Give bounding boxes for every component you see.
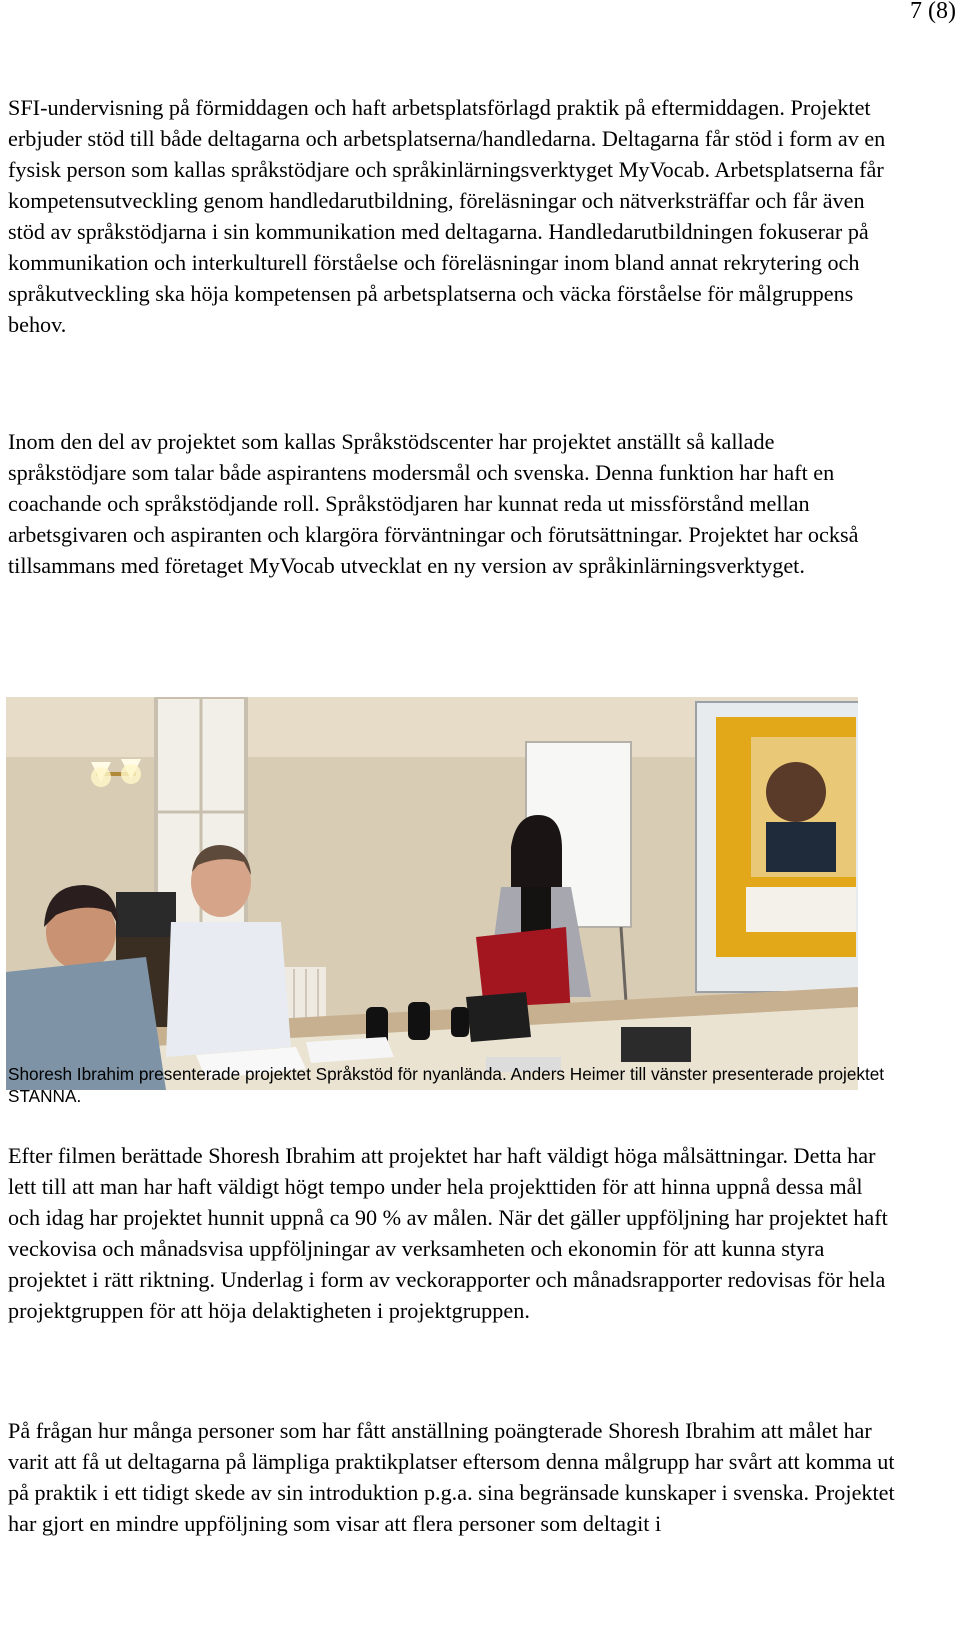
- body-paragraph-1: SFI-undervisning på förmiddagen och haft arbetsplatsförlagd praktik på eftermiddagen. Projektet erbjuder stöd till både deltagarna och arbetsplatserna/handledarna. Deltagarna får stöd i form av en fysisk person som kallas språkstödjare och språkinlärningsverktyget MyVocab. Arbetsplatserna får kompetensutveckling genom handledarutbildning, föreläsningar och nätverksträffar och får även stöd av språkstödjarna i sin kommunikation med deltagarna. Handledarutbildningen fokuserar på kommunikation och interkulturell förståelse och föreläsningar inom bland annat rekrytering och språkutveckling ska höja kompetensen på arbetsplatserna och väcka förståelse för målgruppens behov.: [8, 95, 886, 337]
- body-paragraph-4: På frågan hur många personer som har fått anställning poängterade Shoresh Ibrahim att målet har varit att få ut deltagarna på lämpliga praktikplatser eftersom denna målgrupp har svårt att komma ut på praktik i ett tidigt skede av sin introduktion p.g.a. sina begränsade kunskaper i svenska. Projektet har gjort en mindre uppföljning som visar att flera personer som deltagit i: [8, 1418, 895, 1536]
- body-paragraph-3: Efter filmen berättade Shoresh Ibrahim att projektet har haft väldigt höga målsättningar. Detta har lett till att man har haft väldigt högt tempo under hela projekttiden för att hinna uppnå dessa mål och idag har projektet hunnit uppnå ca 90 % av målen. När det gäller uppföljning har projektet haft veckovisa och månadsvisa uppföljningar av verksamheten och ekonomin för att kunna styra projektet i rätt riktning. Underlag i form av veckorapporter och månadsrapporter redovisas för hela projektgruppen för att höja delaktigheten i projektgruppen.: [8, 1143, 888, 1323]
- event-photo: [6, 697, 858, 1090]
- photo-caption: Shoresh Ibrahim presenterade projektet Språkstöd för nyanlända. Anders Heimer till vänster presenterade projektet STANNA.: [8, 1064, 885, 1106]
- body-paragraph-2: Inom den del av projektet som kallas Språkstödscenter har projektet anställt så kallade språkstödjare som talar både aspirantens modersmål och svenska. Denna funktion har haft en coachande och språkstödjande roll. Språkstödjaren har kunnat reda ut missförstånd mellan arbetsgivaren och aspiranten och klargöra förväntningar och förutsättningar. Projektet har också tillsammans med företaget MyVocab utvecklat en ny version av språkinlärningsverktyget.: [8, 429, 859, 578]
- page-number: 7 (8): [910, 0, 956, 24]
